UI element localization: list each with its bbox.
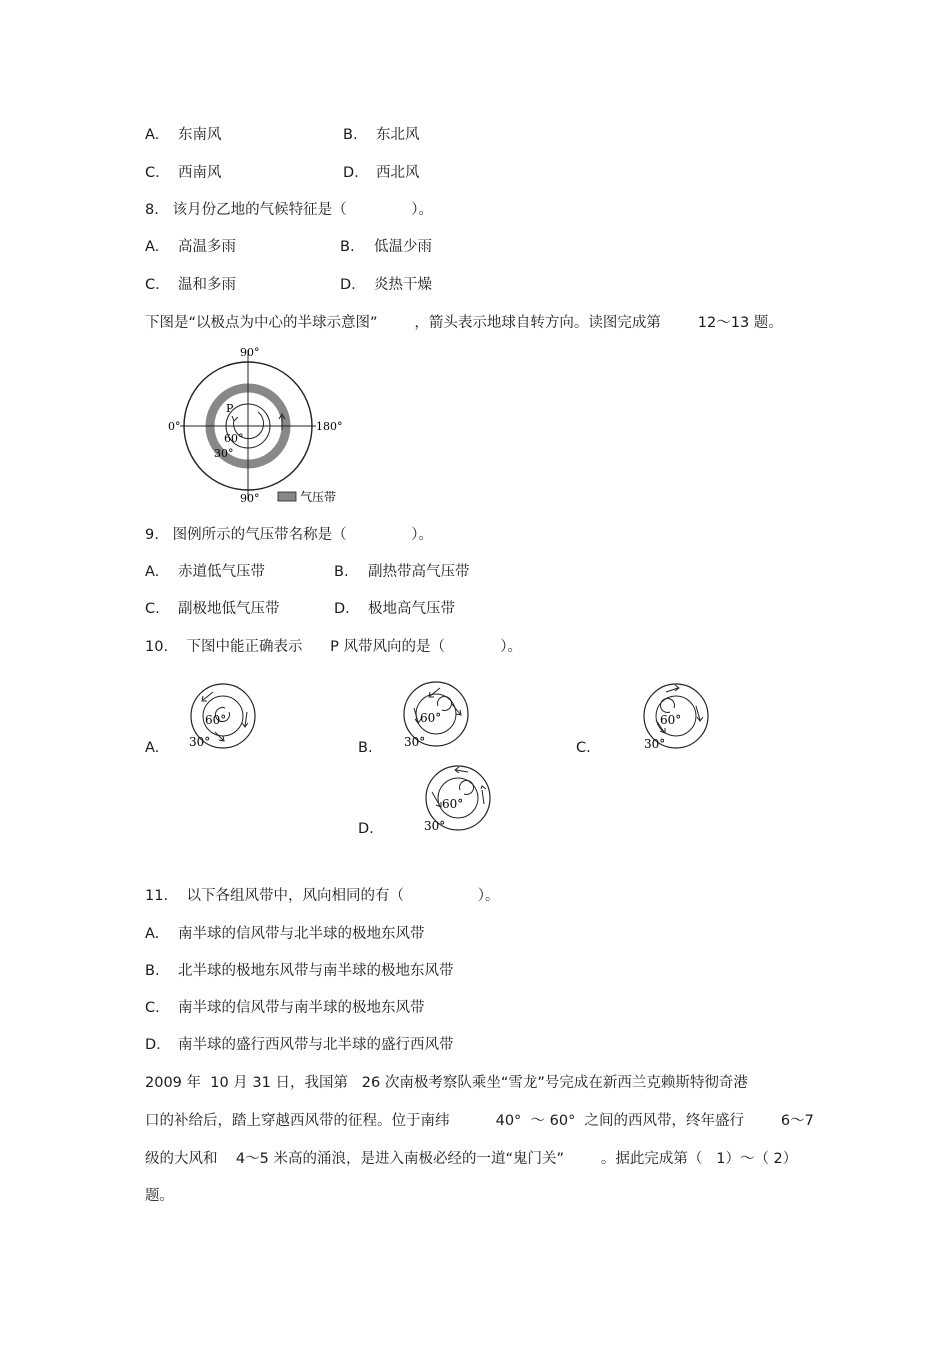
q11-stem: 11. 以下各组风带中，风向相同的有（ ）。 — [145, 888, 500, 904]
q9-option-b-label: B. — [334, 564, 349, 580]
q11-option-d-text: 南半球的盛行西风带与北半球的盛行西风带 — [178, 1037, 454, 1053]
q9-option-c-label: C. — [145, 601, 160, 617]
q9-stem: 9. 图例所示的气压带名称是（ ）。 — [145, 527, 433, 543]
b-label-60: 60° — [420, 711, 442, 725]
q8-option-b-label: B. — [340, 239, 355, 255]
q8-option-b-text: 低温少雨 — [374, 239, 432, 255]
option-b-diagram — [400, 678, 472, 750]
q9-option-b-text: 副热带高气压带 — [368, 564, 470, 580]
passage-line-2: 口的补给后，踏上穿越西风带的征程。位于南纬 40° ～ 60° 之间的西风带，终年盛行 6～7 — [145, 1113, 814, 1129]
q9-option-a-text: 赤道低气压带 — [178, 564, 265, 580]
passage-line-4: 题。 — [145, 1188, 174, 1204]
q9-option-a-label: A. — [145, 564, 160, 580]
d-label-60: 60° — [442, 797, 464, 811]
q8-option-d-label: D. — [340, 277, 356, 293]
q7-option-d-label: D. — [343, 165, 359, 181]
q8-option-d-text: 炎热干燥 — [374, 277, 432, 293]
d-label-30: 30° — [424, 819, 446, 833]
q8-option-a-text: 高温多雨 — [178, 239, 236, 255]
c-label-30: 30° — [644, 737, 666, 751]
label-60: 60° — [224, 432, 244, 445]
label-90-top: 90° — [240, 346, 260, 359]
label-180: 180° — [316, 420, 343, 433]
q11-option-b-label: B. — [145, 963, 160, 979]
q11-option-b-text: 北半球的极地东风带与南半球的极地东风带 — [178, 963, 454, 979]
q11-option-d-label: D. — [145, 1037, 161, 1053]
option-a-diagram — [185, 682, 261, 752]
q8-option-a-label: A. — [145, 239, 160, 255]
q9-option-d-label: D. — [334, 601, 350, 617]
label-0: 0° — [168, 420, 181, 433]
passage-line-3: 级的大风和 4～5 米高的涌浪，是进入南极必经的一道“鬼门关” 。据此完成第（ 1）～（ 2） — [145, 1151, 798, 1167]
q9-option-c-text: 副极地低气压带 — [178, 601, 280, 617]
q7-option-b-label: B. — [343, 127, 358, 143]
option-d-diagram — [420, 762, 494, 836]
q7-option-c-text: 西南风 — [178, 165, 222, 181]
q8-stem: 8. 该月份乙地的气候特征是（ ）。 — [145, 202, 433, 218]
q11-option-c-label: C. — [145, 1000, 160, 1016]
passage-line-1: 2009 年 10 月 31 日，我国第 26 次南极考察队乘坐“雪龙”号完成在新西兰克赖斯特彻奇港 — [145, 1075, 748, 1091]
legend-label: 气压带 — [300, 490, 337, 504]
q7-option-b-text: 东北风 — [376, 127, 420, 143]
q10-stem: 10. 下图中能正确表示 P 风带风向的是（ ）。 — [145, 639, 523, 655]
hemisphere-diagram — [160, 340, 360, 510]
figure-intro: 下图是“以极点为中心的半球示意图” ，箭头表示地球自转方向。读图完成第 12～13 题。 — [145, 315, 783, 331]
q8-option-c-text: 温和多雨 — [178, 277, 236, 293]
a-label-30: 30° — [189, 735, 211, 749]
label-p: P — [226, 402, 234, 415]
q11-option-c-text: 南半球的信风带与南半球的极地东风带 — [178, 1000, 425, 1016]
option-c-diagram — [638, 680, 712, 752]
c-label-60: 60° — [660, 713, 682, 727]
q7-option-c-label: C. — [145, 165, 160, 181]
q7-option-d-text: 西北风 — [376, 165, 420, 181]
b-label-30: 30° — [404, 735, 426, 749]
q8-option-c-label: C. — [145, 277, 160, 293]
q10-option-a-label: A. — [145, 740, 160, 756]
a-label-60: 60° — [205, 713, 227, 727]
q10-option-d-label: D. — [358, 821, 374, 837]
label-30: 30° — [214, 447, 234, 460]
q7-option-a-label: A. — [145, 127, 160, 143]
q7-option-a-text: 东南风 — [178, 127, 222, 143]
legend-swatch — [278, 492, 296, 501]
q11-option-a-label: A. — [145, 926, 160, 942]
q10-option-b-label: B. — [358, 740, 373, 756]
label-90-bottom: 90° — [240, 492, 260, 505]
q10-option-c-label: C. — [576, 740, 591, 756]
q9-option-d-text: 极地高气压带 — [368, 601, 455, 617]
q11-option-a-text: 南半球的信风带与北半球的极地东风带 — [178, 926, 425, 942]
